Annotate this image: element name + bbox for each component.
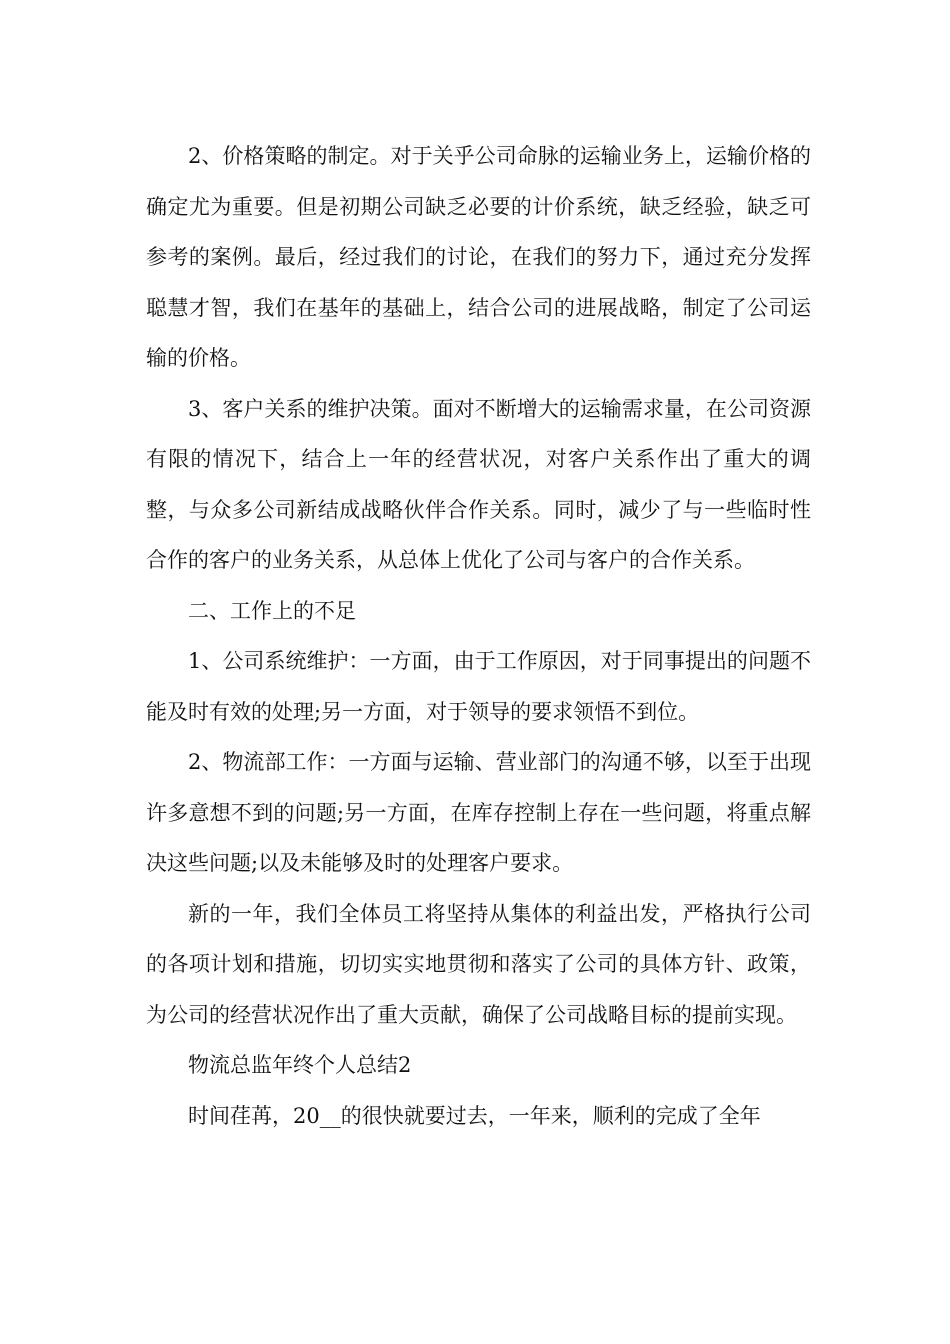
paragraph-new-year: 新的一年，我们全体员工将坚持从集体的利益出发，严格执行公司的各项计划和措施，切切实实地贯彻和落实了公司的具体方针、政策，为公司的经营状况作出了重大贡献，确保了公司战略目标的提前实现。 (146, 901, 811, 1027)
paragraph-opening: 时间荏苒，20__的很快就要过去，一年来，顺利的完成了全年 (188, 1103, 761, 1128)
paragraph-price-strategy: 2、价格策略的制定。对于关乎公司命脉的运输业务上，运输价格的确定尤为重要。但是初期公司缺乏必要的计价系统，缺乏经验，缺乏可参考的案例。最后，经过我们的讨论，在我们的努力下，通过充分发挥聪慧才智，我们在基年的基础上，结合公司的进展战略，制定了公司运输的价格。 (146, 144, 811, 370)
section-heading-shortcomings: 二、工作上的不足 (188, 598, 356, 623)
paragraph-customer-relations: 3、客户关系的维护决策。面对不断增大的运输需求量，在公司资源有限的情况下，结合上一年的经营状况，对客户关系作出了重大的调整，与众多公司新结成战略伙伴合作关系。同时，减少了与一些临时性合作的客户的业务关系，从总体上优化了公司与客户的合作关系。 (146, 396, 811, 572)
paragraph-system-maintenance: 1、公司系统维护：一方面，由于工作原因，对于同事提出的问题不能及时有效的处理;另一方面，对于领导的要求领悟不到位。 (146, 649, 811, 724)
paragraph-logistics-work: 2、物流部工作：一方面与运输、营业部门的沟通不够，以至于出现许多意想不到的问题;另一方面，在库存控制上存在一些问题，将重点解决这些问题;以及未能够及时的处理客户要求。 (146, 750, 811, 875)
document-subtitle: 物流总监年终个人总结2 (188, 1053, 412, 1077)
document-body (146, 131, 811, 1141)
